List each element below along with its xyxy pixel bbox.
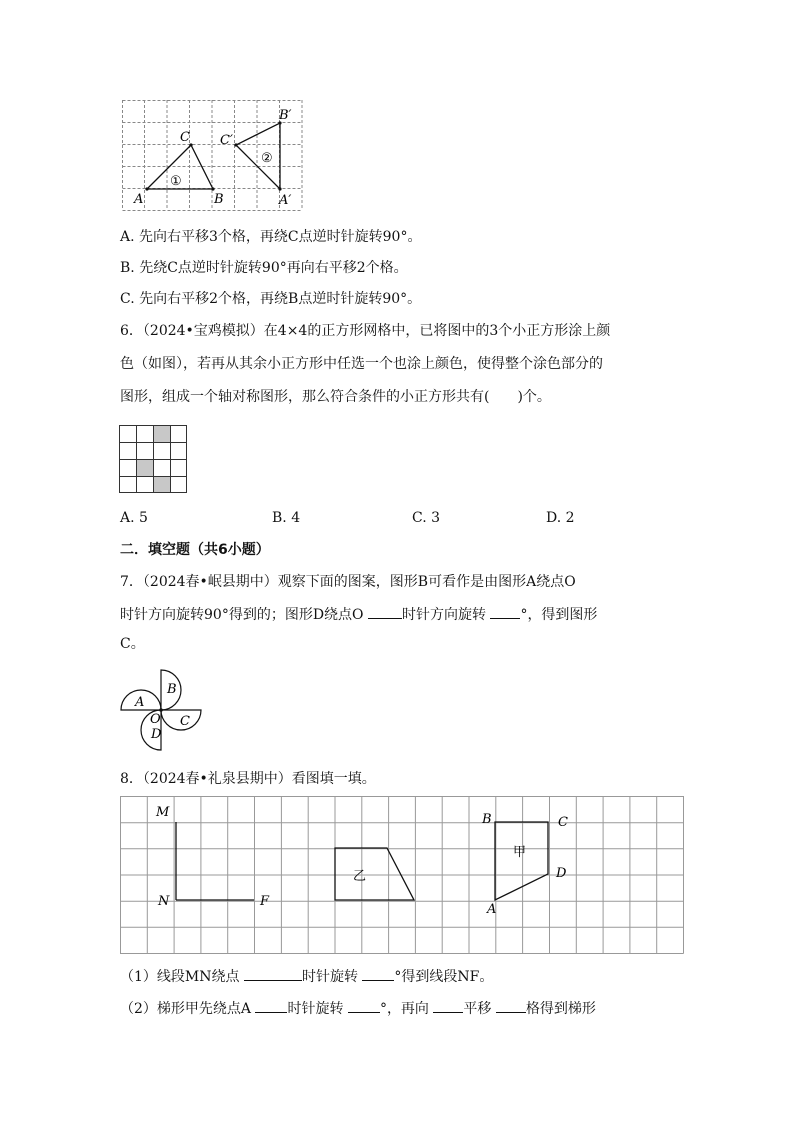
pinwheel-figure	[118, 668, 213, 750]
q8-sub2: （2）梯形甲先绕点A 时针旋转 °，再向 平移 格得到梯形	[120, 998, 596, 1019]
q6-option-b: B. 4	[272, 510, 301, 526]
label-b: B	[482, 812, 492, 827]
q8-blank-3[interactable]	[255, 998, 287, 1013]
label-c: C	[180, 130, 190, 145]
q8-blank-5[interactable]	[433, 998, 463, 1013]
label-n: N	[158, 894, 170, 909]
trapezoid-jia	[495, 822, 548, 900]
label-b: B	[214, 192, 224, 207]
region-c: C	[180, 714, 190, 729]
label-b-prime: B′	[279, 108, 292, 123]
q6-text-line3: 图形，组成一个轴对称图形，那么符合条件的小正方形共有( )个。	[120, 389, 551, 405]
q5-option-c: C. 先向右平移2个格，再绕B点逆时针旋转90°。	[120, 291, 422, 307]
region-d: D	[151, 727, 162, 742]
q5-option-a: A. 先向右平移3个格，再绕C点逆时针旋转90°。	[120, 229, 422, 245]
q6-option-a: A. 5	[120, 510, 148, 526]
shaded-cell	[153, 425, 170, 442]
square-grid-4x4	[119, 425, 187, 493]
region-b: B	[167, 682, 177, 697]
q8-sub1: （1）线段MN绕点 时针旋转 °得到线段NF。	[120, 966, 493, 987]
q6-option-c: C. 3	[412, 510, 441, 526]
q8-blank-1[interactable]	[244, 966, 302, 981]
region-a: A	[135, 695, 145, 710]
q7-text-line2: 时针方向旋转90°得到的；图形D绕点O 时针方向旋转 °，得到图形	[120, 604, 597, 625]
q7-text-line1: 7．（2024春•岷县期中）观察下面的图案，图形B可看作是由图形A绕点O	[120, 574, 576, 590]
label-c: C	[558, 815, 568, 830]
label-d: D	[556, 866, 567, 881]
triangle-2	[236, 123, 280, 189]
shaded-cell	[136, 459, 153, 476]
q8-grid-figure	[120, 796, 684, 954]
dashed-grid	[123, 100, 303, 211]
trapezoid-yi	[335, 848, 414, 900]
q8-blank-2[interactable]	[362, 966, 394, 981]
q6-text-line1: 6．（2024•宝鸡模拟）在4×4的正方形网格中，已将图中的3个小正方形涂上颜	[120, 323, 611, 339]
q8-blank-6[interactable]	[496, 998, 526, 1013]
label-a: A	[134, 192, 144, 207]
label-m: M	[156, 805, 170, 820]
shaded-cell	[153, 476, 170, 493]
label-yi: 乙	[353, 869, 367, 884]
label-jia: 甲	[513, 845, 527, 860]
q6-text-line2: 色（如图），若再从其余小正方形中任选一个也涂上颜色，使得整个涂色部分的	[120, 356, 603, 372]
label-c-prime: C′	[220, 133, 233, 148]
q7-text-line3: C。	[120, 636, 145, 652]
q8-blank-4[interactable]	[348, 998, 380, 1013]
q8-title: 8．（2024春•礼泉县期中）看图填一填。	[120, 771, 376, 787]
section-heading: 二．填空题（共6小题）	[120, 542, 270, 558]
label-triangle-2: ②	[261, 151, 273, 166]
q7-blank-1[interactable]	[368, 604, 402, 619]
q5-option-b: B. 先绕C点逆时针旋转90°再向右平移2个格。	[120, 260, 408, 276]
q7-blank-2[interactable]	[490, 604, 520, 619]
label-f: F	[260, 894, 270, 909]
label-a-prime: A′	[279, 193, 292, 208]
rotation-figure	[122, 100, 304, 212]
q6-option-d: D. 2	[546, 510, 575, 526]
label-a: A	[487, 902, 497, 917]
center-o: O	[150, 712, 161, 727]
label-triangle-1: ①	[170, 174, 182, 189]
